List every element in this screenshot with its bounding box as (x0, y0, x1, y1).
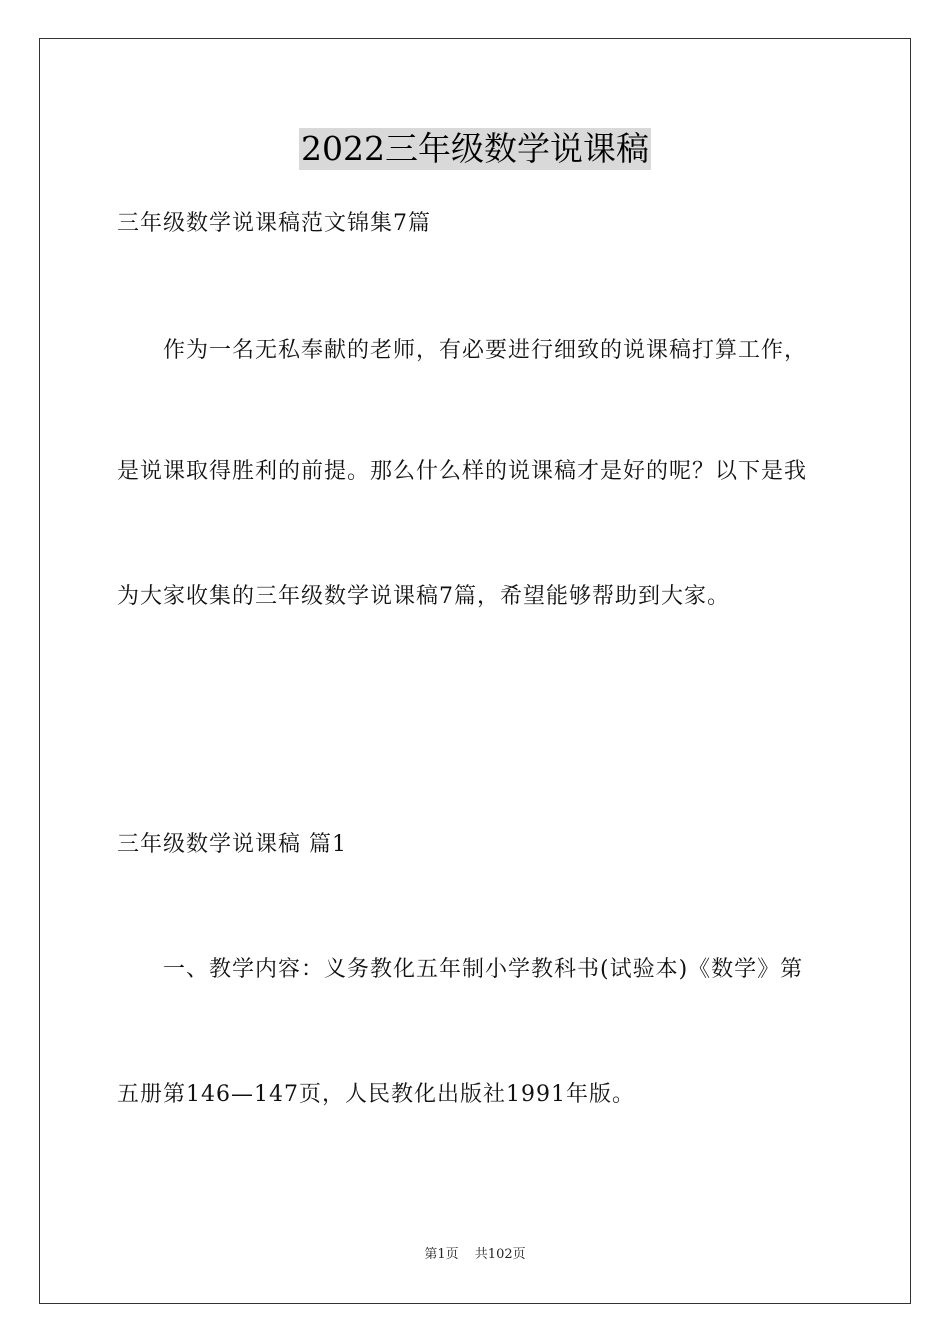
document-subtitle: 三年级数学说课稿范文锦集7篇 (117, 211, 431, 236)
intro-line-2: 是说课取得胜利的前提。那么什么样的说课稿才是好的呢？以下是我 (117, 459, 808, 484)
page-number-current: 第1页 (424, 1247, 459, 1262)
section-heading: 三年级数学说课稿 篇1 (117, 832, 347, 857)
document-title: 2022三年级数学说课稿 (301, 129, 649, 168)
intro-line-3: 为大家收集的三年级数学说课稿7篇，希望能够帮助到大家。 (117, 584, 730, 609)
page-number-total: 共102页 (474, 1247, 526, 1262)
page-footer (0, 1246, 950, 1264)
intro-line-1: 作为一名无私奉献的老师，有必要进行细致的说课稿打算工作， (163, 338, 808, 363)
section-body-line-1: 一、教学内容：义务教化五年制小学教科书(试验本)《数学》第 (163, 957, 804, 982)
section-body-line-2: 五册第146—147页，人民教化出版社1991年版。 (117, 1082, 635, 1107)
title-container (0, 128, 950, 170)
